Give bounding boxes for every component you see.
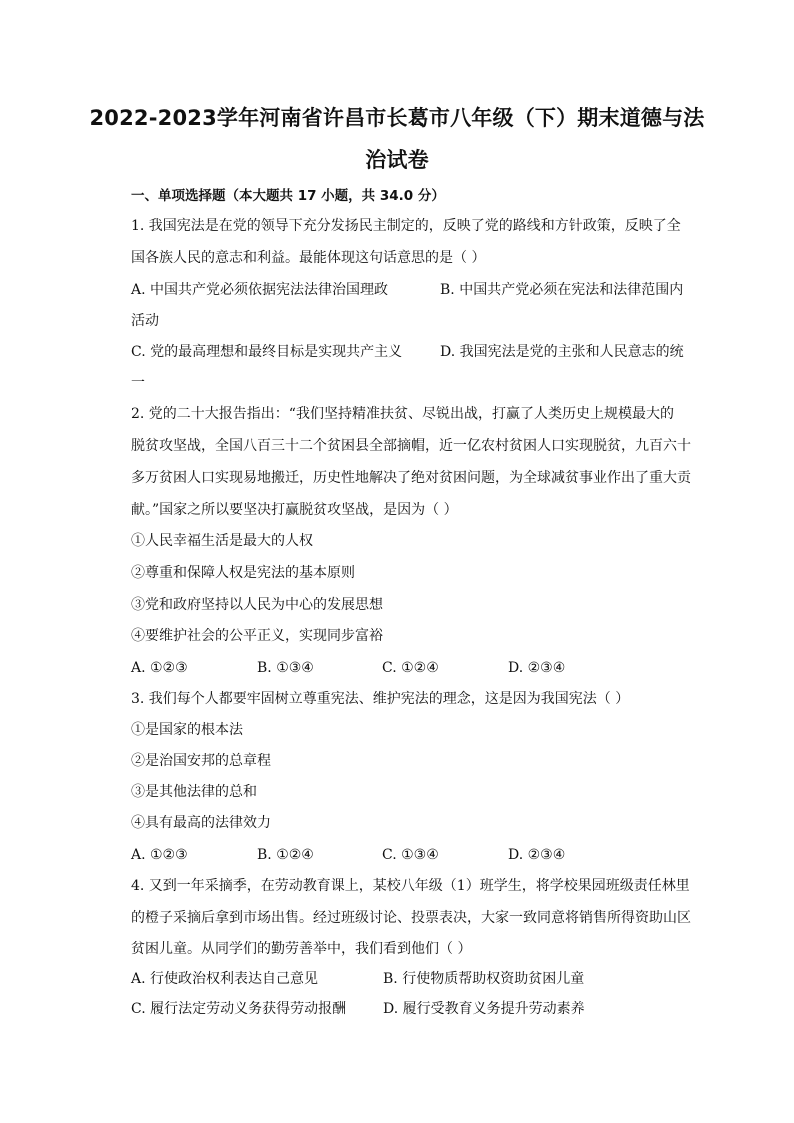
statement-item: ③是其他法律的总和: [131, 784, 257, 800]
option-d[interactable]: D. 我国宪法是党的主张和人民意志的统: [440, 344, 684, 360]
question-text-line: 3. 我们每个人都要牢固树立尊重宪法、维护宪法的理念，这是因为我国宪法（ ）: [131, 691, 630, 707]
option-b[interactable]: B. 行使物质帮助权资助贫困儿童: [383, 971, 585, 987]
option-b-continuation: 活动: [131, 313, 159, 329]
exam-title-line-2: 治试卷: [365, 148, 429, 172]
statement-item: ②是治国安邦的总章程: [131, 753, 271, 769]
option-a[interactable]: A. ①②③: [131, 847, 188, 863]
option-a[interactable]: A. 行使政治权利表达自己意见: [131, 971, 319, 987]
question-text-line: 贫困儿童。从同学们的勤劳善举中，我们看到他们（ ）: [131, 941, 472, 957]
statement-item: ②尊重和保障人权是宪法的基本原则: [131, 565, 355, 581]
statement-item: ③党和政府坚持以人民为中心的发展思想: [131, 597, 383, 613]
option-b[interactable]: B. ①②④: [257, 847, 314, 863]
question-text-line: 献。”国家之所以要坚决打赢脱贫攻坚战，是因为（ ）: [131, 502, 458, 518]
question-text-line: 2. 党的二十大报告指出：“我们坚持精准扶贫、尽锐出战，打赢了人类历史上规模最大的: [131, 406, 674, 422]
option-a[interactable]: A. ①②③: [131, 660, 188, 676]
option-c[interactable]: C. 履行法定劳动义务获得劳动报酬: [131, 1001, 347, 1017]
option-d-continuation: 一: [131, 375, 145, 391]
question-text-line: 4. 又到一年采摘季，在劳动教育课上，某校八年级（1）班学生，将学校果园班级责任林里: [131, 878, 690, 894]
question-text-line: 多万贫困人口实现易地搬迁，历史性地解决了绝对贫困问题，为全球减贫事业作出了重大贡: [131, 470, 691, 486]
exam-title-line-1: 2022-2023学年河南省许昌市长葛市八年级（下）期末道德与法: [89, 106, 705, 130]
statement-item: ④要维护社会的公平正义，实现同步富裕: [131, 628, 383, 644]
question-text-line: 1. 我国宪法是在党的领导下充分发扬民主制定的，反映了党的路线和方针政策，反映了全: [131, 218, 681, 234]
option-b[interactable]: B. ①③④: [257, 660, 314, 676]
section-heading: 一、单项选择题（本大题共 17 小题，共 34.0 分）: [131, 188, 445, 204]
option-d[interactable]: D. ②③④: [508, 660, 566, 676]
option-a[interactable]: A. 中国共产党必须依据宪法法律治国理政: [131, 282, 389, 298]
option-c[interactable]: C. ①③④: [382, 847, 439, 863]
option-d[interactable]: D. 履行受教育义务提升劳动素养: [383, 1001, 585, 1017]
statement-item: ①人民幸福生活是最大的人权: [131, 533, 313, 549]
option-c[interactable]: C. 党的最高理想和最终目标是实现共产主义: [131, 344, 403, 360]
option-b[interactable]: B. 中国共产党必须在宪法和法律范围内: [440, 282, 684, 298]
question-text-line: 脱贫攻坚战，全国八百三十二个贫困县全部摘帽，近一亿农村贫困人口实现脱贫，九百六十: [131, 438, 691, 454]
question-text-line: 国各族人民的意志和利益。最能体现这句话意思的是（ ）: [131, 250, 486, 266]
option-d[interactable]: D. ②③④: [508, 847, 566, 863]
question-text-line: 的橙子采摘后拿到市场出售。经过班级讨论、投票表决，大家一致同意将销售所得资助山区: [131, 910, 691, 926]
statement-item: ①是国家的根本法: [131, 722, 243, 738]
statement-item: ④具有最高的法律效力: [131, 815, 271, 831]
option-c[interactable]: C. ①②④: [382, 660, 439, 676]
